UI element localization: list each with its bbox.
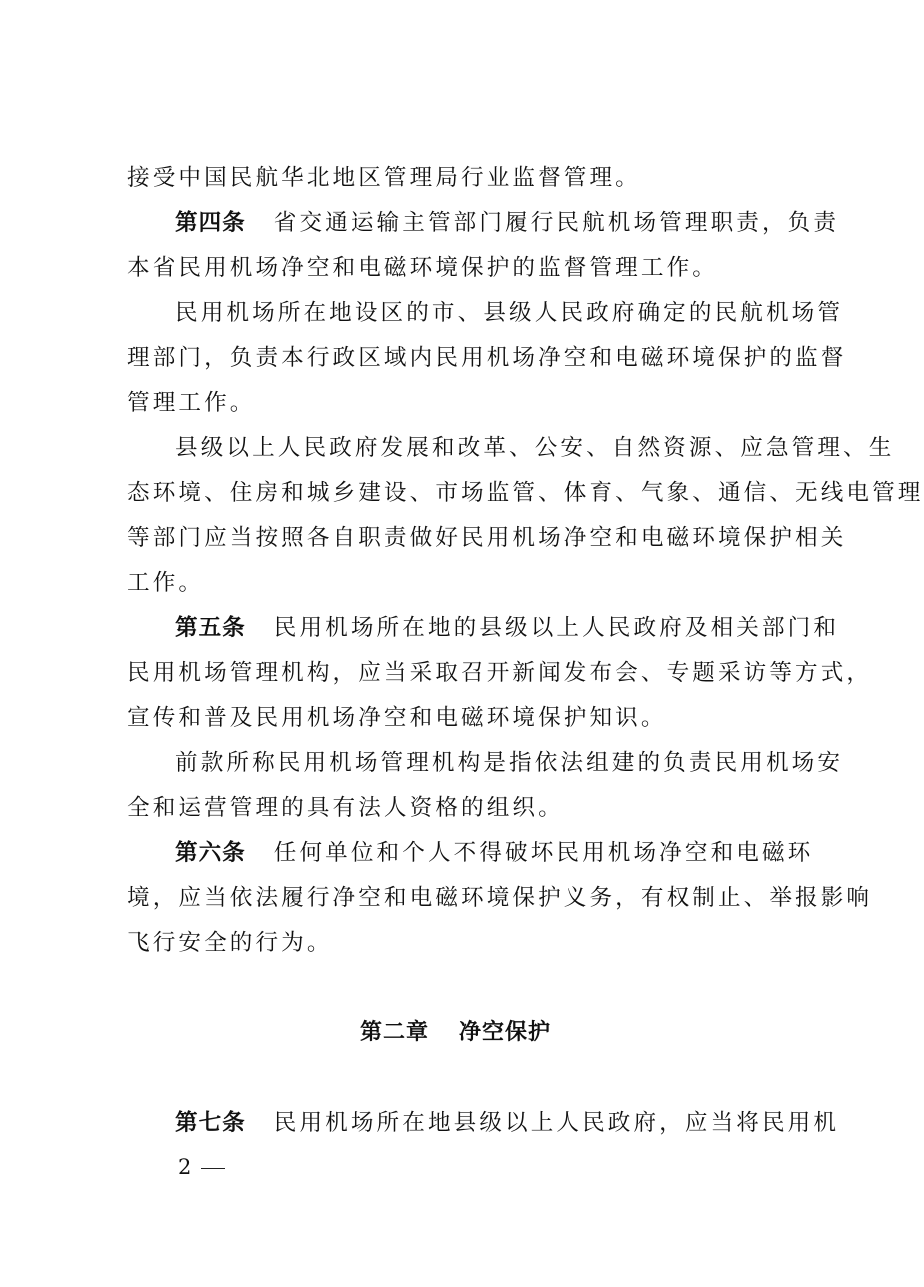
footer-dash	[201, 1168, 225, 1169]
paragraph-line: 宣传和普及民用机场净空和电磁环境保护知识。	[127, 705, 667, 731]
page-number: 2	[178, 1155, 192, 1179]
article-6-line: 第六条 任何单位和个人不得破坏民用机场净空和电磁环	[175, 840, 814, 866]
paragraph-line: 工作。	[127, 570, 205, 596]
article-label: 第七条	[175, 1110, 246, 1136]
paragraph-line: 民用机场所在地设区的市、县级人民政府确定的民航机场管	[175, 300, 844, 326]
page-footer	[178, 1152, 225, 1182]
paragraph-line: 前款所称民用机场管理机构是指依法组建的负责民用机场安	[175, 750, 844, 776]
chapter-number: 第二章	[359, 1020, 429, 1045]
article-label: 第六条	[175, 840, 246, 866]
article-5-line: 第五条 民用机场所在地的县级以上人民政府及相关部门和	[175, 615, 840, 641]
paragraph-line: 县级以上人民政府发展和改革、公安、自然资源、应急管理、生	[175, 435, 895, 461]
paragraph-line: 接受中国民航华北地区管理局行业监督管理。	[127, 165, 641, 191]
article-label: 第四条	[175, 210, 246, 236]
article-label: 第五条	[175, 615, 246, 641]
paragraph-line: 境，应当依法履行净空和电磁环境保护义务，有权制止、举报影响	[127, 885, 873, 911]
chapter-title: 净空保护	[459, 1020, 552, 1045]
paragraph-line: 飞行安全的行为。	[127, 930, 333, 956]
article-7-line: 第七条 民用机场所在地县级以上人民政府，应当将民用机	[175, 1110, 840, 1136]
paragraph-line: 民用机场管理机构，应当采取召开新闻发布会、专题采访等方式，	[127, 660, 873, 686]
paragraph-line: 等部门应当按照各自职责做好民用机场净空和电磁环境保护相关	[127, 525, 847, 551]
paragraph-line: 态环境、住房和城乡建设、市场监管、体育、气象、通信、无线电管理	[127, 480, 924, 506]
paragraph-line: 全和运营管理的具有法人资格的组织。	[127, 795, 564, 821]
article-4-line: 第四条 省交通运输主管部门履行民航机场管理职责，负责	[175, 210, 840, 236]
chapter-heading	[0, 1013, 911, 1053]
paragraph-line: 理部门，负责本行政区域内民用机场净空和电磁环境保护的监督	[127, 345, 847, 371]
paragraph-line: 本省民用机场净空和电磁环境保护的监督管理工作。	[127, 255, 718, 281]
paragraph-line: 管理工作。	[127, 390, 256, 416]
